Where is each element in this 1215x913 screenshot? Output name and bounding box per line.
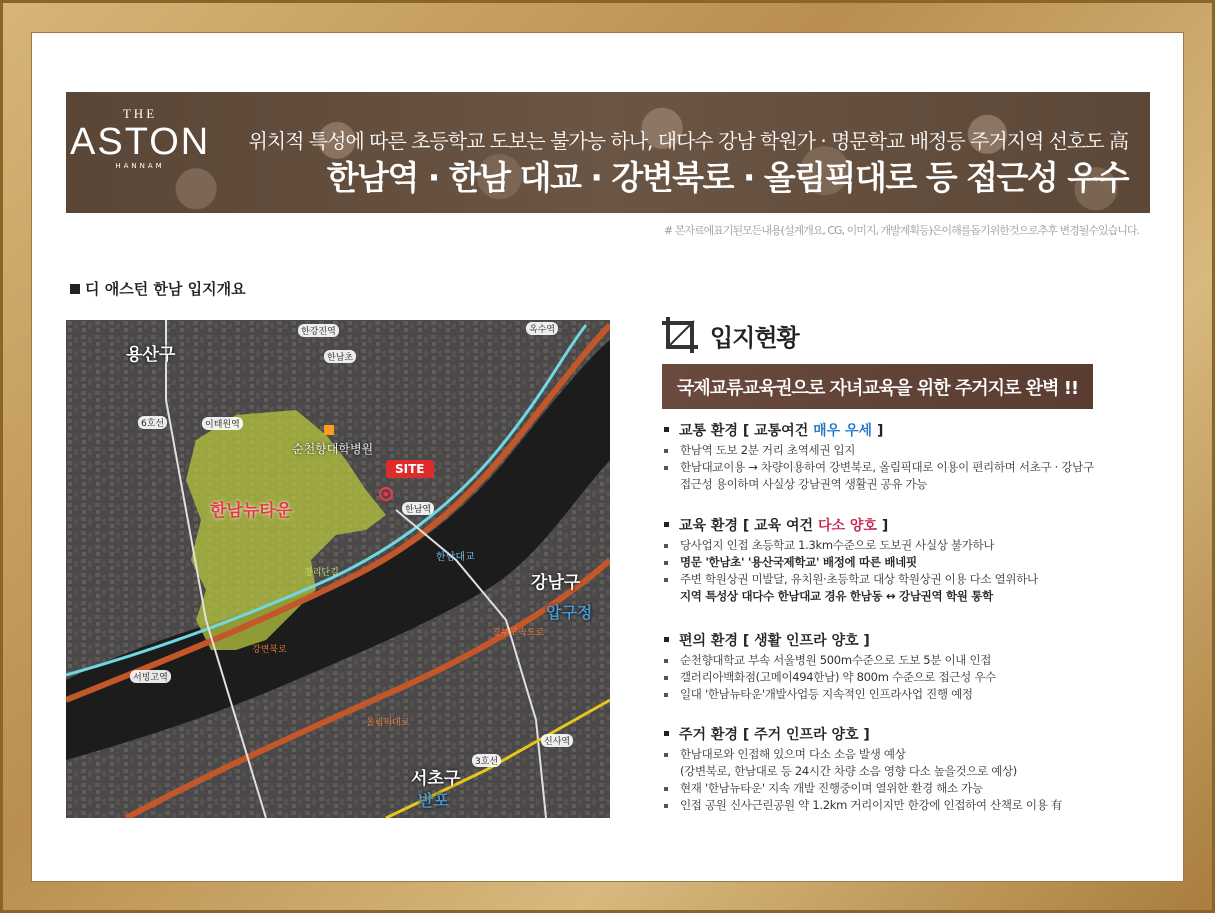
category-housing: [660, 724, 1160, 814]
list-item: 순천향대학교 부속 서울병원 500m수준으로 도보 5분 이내 인접: [660, 652, 1160, 669]
category-head: 교통 환경 [ 교통여건 매우 우세 ]: [660, 420, 1160, 442]
station-sinsa: 신사역: [541, 734, 573, 747]
list-item-continued: 지역 특성상 대다수 한남대교 경유 한남동 ↔ 강남권역 학원 통학: [680, 589, 993, 603]
label-line3: 3호선: [472, 754, 501, 767]
label-yongsan: 용산구: [126, 345, 176, 365]
station-hannam: 한남역: [402, 502, 434, 515]
logo-sub: HANNAM: [115, 162, 165, 170]
label-apgujeong: 압구정: [546, 603, 593, 622]
logo-main: ASTON: [70, 121, 211, 163]
category-convenience: [660, 630, 1160, 703]
disclaimer: # 본자료에표기된모든내용(설계개요, CG, 이미지, 개발계획등)은이해를돕기위한것으로추후 변경될수있습니다.: [663, 224, 1139, 237]
square-bullet-icon: [664, 731, 669, 736]
label-gangnam: 강남구: [531, 573, 581, 593]
logo-the: THE: [122, 106, 158, 121]
category-head: 주거 환경 [ 주거 인프라 양호 ]: [660, 724, 1160, 746]
label-line6: 6호선: [138, 416, 167, 429]
station-seobinggo: 서빙고역: [130, 670, 171, 683]
label-hospital: 순천향대학병원: [292, 442, 374, 456]
accent-text: 매우 우세: [813, 423, 873, 439]
label-gyeongnidan: 경리단길: [304, 568, 339, 578]
station-itaewon: 이태원역: [202, 417, 243, 430]
square-bullet-icon: [664, 637, 669, 642]
header-banner: [66, 92, 1150, 213]
label-banpo: 반포: [418, 791, 449, 810]
list-item: 갤러리아백화점(고메이494한남) 약 800m 수준으로 접근성 우수: [660, 669, 1160, 686]
label-gangbyeon: 강변북로: [252, 645, 287, 655]
section-heading-text: 디 애스턴 한남 입지개요: [85, 280, 246, 298]
label-hannam-bridge: 한남대교: [436, 552, 475, 563]
list-item-continued: 접근성 용이하며 사실상 강남권역 생활권 공유 가능: [680, 477, 928, 491]
list-item: 당사업지 인접 초등학교 1.3km수준으로 도보권 사실상 불가하나: [660, 537, 1160, 554]
list-item: 한남역 도보 2분 거리 초역세권 입지: [660, 442, 1160, 459]
label-olympic: 올림픽대로: [366, 718, 410, 728]
category-education: [660, 515, 1160, 605]
station-oksu: 옥수역: [526, 322, 558, 335]
label-newtown: 한남뉴타운: [210, 501, 293, 521]
list-item-continued: (강변북로, 한남대로 등 24시간 차량 소음 영향 다소 높을것으로 예상): [680, 764, 1017, 778]
site-badge: SITE: [386, 460, 434, 478]
list-item: 주변 학원상권 미발달, 유치원·초등학교 대상 학원상권 이용 다소 열위하나: [660, 571, 1160, 588]
banner-title: 한남역 · 한남 대교 · 강변북로 · 올림픽대로 등 접근성 우수: [326, 158, 1128, 197]
label-gyeongbu: 경부고속도로: [492, 628, 545, 638]
list-item: 한남대교이용 → 차량이용하여 강변북로, 올림픽대로 이용이 편리하며 서초구 · 강남구: [660, 459, 1160, 476]
panel-title: [660, 314, 799, 356]
location-map: [66, 320, 610, 818]
list-item: 현재 '한남뉴타운' 지속 개발 진행중이며 열위한 환경 해소 가능: [660, 780, 1160, 797]
list-item: 한남대로와 인접해 있으며 다소 소음 발생 예상: [660, 746, 1160, 763]
label-hannamcho: 한남초: [324, 350, 356, 363]
category-transport: [660, 420, 1160, 493]
banner-subtitle: 위치적 특성에 따른 초등학교 도보는 불가능 하나, 대다수 강남 학원가 · 명문학교 배정등 주거지역 선호도 高: [248, 129, 1128, 153]
square-bullet-icon: [70, 284, 80, 294]
slogan-banner: 국제교류교육권으로 자녀교육을 위한 주거지로 완벽 !!: [662, 364, 1093, 409]
station-hangangjin: 한강진역: [298, 324, 339, 337]
aston-logo: [70, 106, 210, 170]
section-heading: [70, 278, 246, 299]
panel-title-text: 입지현황: [710, 323, 799, 352]
accent-text: 다소 양호: [817, 518, 877, 534]
category-head: 교육 환경 [ 교육 여건 다소 양호 ]: [660, 515, 1160, 537]
crop-frame-icon: [660, 315, 700, 355]
label-seocho: 서초구: [411, 769, 461, 789]
hospital-marker: [324, 425, 334, 435]
list-item: 인접 공원 신사근린공원 약 1.2km 거리이지만 한강에 인접하여 산책로 이용 有: [660, 797, 1160, 814]
category-head: 편의 환경 [ 생활 인프라 양호 ]: [660, 630, 1160, 652]
list-item: 일대 '한남뉴타운'개발사업등 지속적인 인프라사업 진행 예정: [660, 686, 1160, 703]
list-item: 명문 '한남초' '용산국제학교' 배정에 따른 배네핏: [660, 554, 1160, 571]
